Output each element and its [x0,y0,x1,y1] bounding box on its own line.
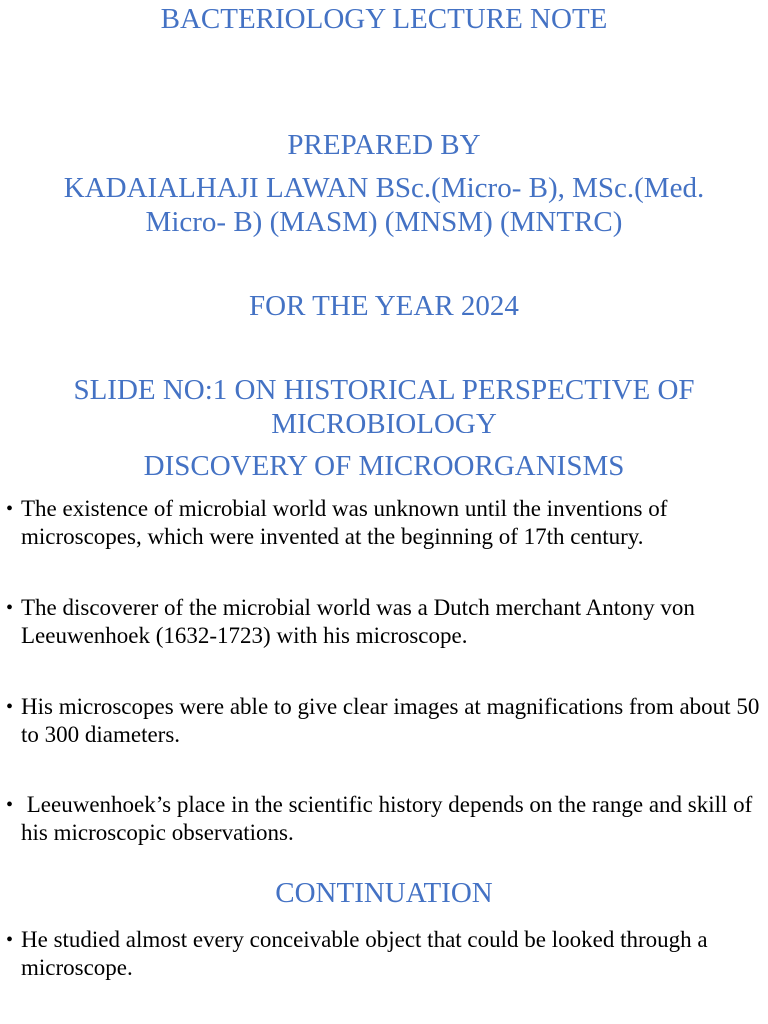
list-item [6,693,762,749]
section-title-discovery: DISCOVERY OF MICROORGANISMS [143,450,625,482]
list-item-text: The discoverer of the microbial world was a Dutch merchant Antony von Leeuwenhoek (1632-1723) with his microscope. [21,595,695,648]
list-item-text: His microscopes were able to give clear images at magnifications from about 50 to 300 diameters. [21,694,760,747]
list-item [6,791,762,847]
list-item-text: Leeuwenhoek’s place in the scientific history depends on the range and skill of his microscopic observations. [21,792,759,845]
bullet-icon: • [6,498,14,520]
bullet-icon: • [6,696,14,718]
list-item [6,495,762,551]
list-item [6,926,762,982]
year-label: FOR THE YEAR 2024 [249,290,519,322]
list-item-text: He studied almost every conceivable object that could be looked through a microscope. [21,927,708,980]
bullet-icon: • [6,597,14,619]
slide-topic-text: SLIDE NO:1 ON HISTORICAL PERSPECTIVE OF MICROBIOLOGY [73,374,695,433]
section-title-continuation: CONTINUATION [275,877,493,909]
prepared-by-label: PREPARED BY [287,129,481,161]
bullet-icon: • [6,929,14,951]
slide-topic [20,373,748,433]
bullet-icon: • [6,794,14,816]
document-title: BACTERIOLOGY LECTURE NOTE [160,3,608,35]
author-credentials: KADAIALHAJI LAWAN BSc.(Micro- B), MSc.(Med. Micro- B) (MASM) (MNSM) (MNTRC) [63,172,705,238]
list-item [6,594,762,650]
list-item-text: The existence of microbial world was unknown until the inventions of microscopes, which were invented at the beginning of 17th century. [21,496,668,549]
